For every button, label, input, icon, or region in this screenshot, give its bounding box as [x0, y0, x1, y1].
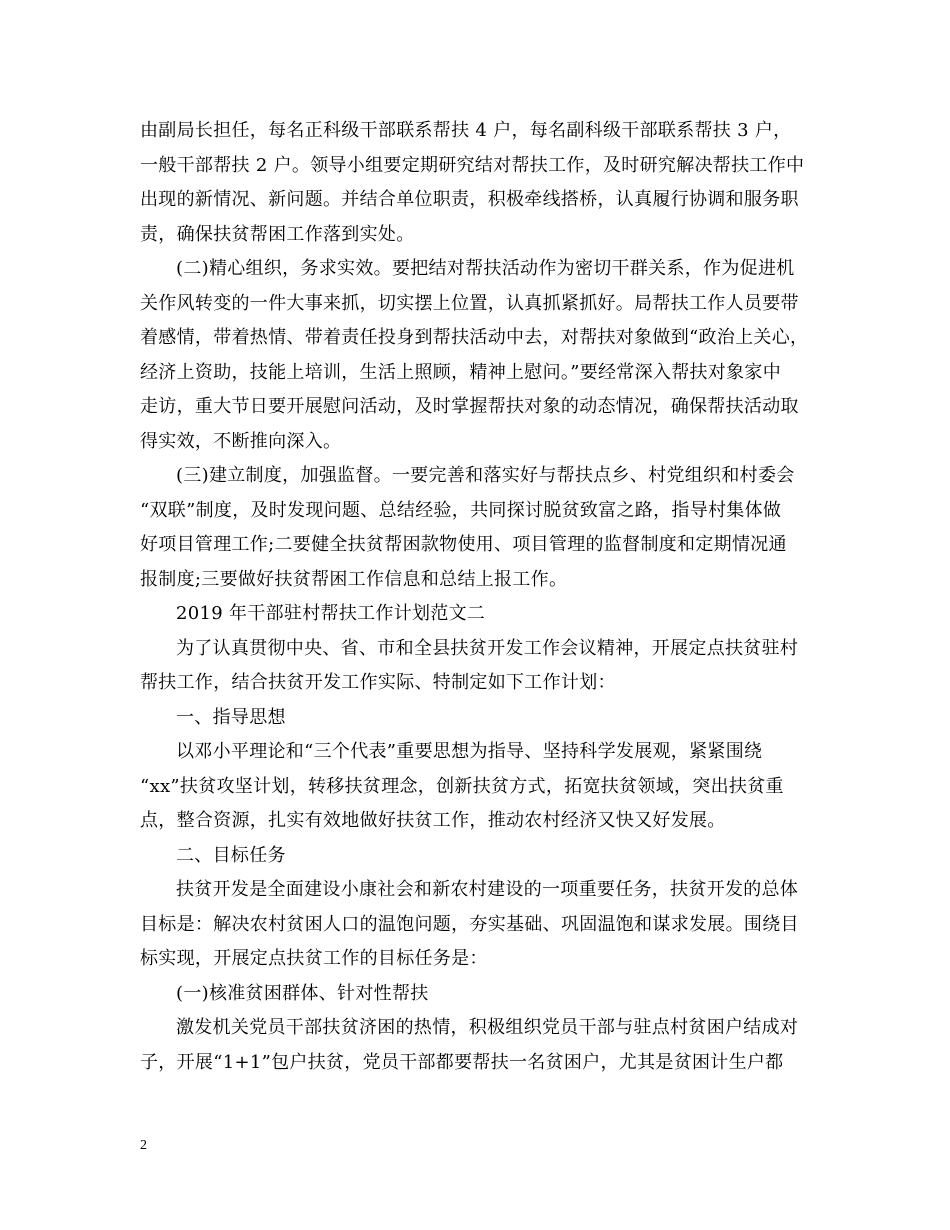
text-line: 出现的新情况、新问题。并结合单位职责，积极牵线搭桥，认真履行协调和服务职	[140, 189, 799, 210]
text-line: 好项目管理工作;二要健全扶贫帮困款物使用、项目管理的监督制度和定期情况通	[140, 534, 787, 555]
text-line: 目标是：解决农村贫困人口的温饱问题，夯实基础、巩固温饱和谋求发展。围绕目	[140, 913, 799, 935]
text-line: 激发机关党员干部扶贫济困的热情，积极组织党员干部与驻点村贫困户结成对	[176, 1017, 799, 1038]
page-number: 2	[140, 1138, 147, 1153]
text-line: 责，确保扶贫帮困工作落到实处。	[140, 223, 415, 245]
text-line: 关作风转变的一件大事来抓，切实摆上位置，认真抓紧抓好。局帮扶工作人员要带	[140, 292, 799, 314]
text-line: 点，整合资源，扎实有效地做好扶贫工作，推动农村经济又快又好发展。	[140, 810, 726, 831]
text-line: “双联”制度，及时发现问题、总结经验，共同探讨脱贫致富之路，指导村集体做	[140, 499, 782, 521]
document-body	[140, 114, 840, 1080]
text-line: 一般干部帮扶 2 户。领导小组要定期研究结对帮扶工作，及时研究解决帮扶工作中	[140, 154, 805, 176]
text-line: (二)精心组织，务求实效。要把结对帮扶活动作为密切干群关系，作为促进机	[176, 258, 795, 279]
text-line: 着感情，带着热情、带着责任投身到帮扶活动中去，对帮扶对象做到“政治上关心，	[140, 327, 809, 348]
text-line: 经济上资助，技能上培训，生活上照顾，精神上慰问。”要经常深入帮扶对象家中	[140, 361, 781, 383]
text-line: 得实效，不断推向深入。	[140, 430, 342, 452]
text-line: 以邓小平理论和“三个代表”重要思想为指导、坚持科学发展观，紧紧围绕	[176, 741, 763, 762]
text-line: 一、指导思想	[176, 706, 286, 728]
text-line: 二、目标任务	[176, 844, 286, 866]
text-line: 走访，重大节日要开展慰问活动，及时掌握帮扶对象的动态情况，确保帮扶活动取	[140, 396, 799, 417]
text-line: (三)建立制度，加强监督。一要完善和落实好与帮扶点乡、村党组织和村委会	[176, 465, 795, 486]
text-line: 由副局长担任，每名正科级干部联系帮扶 4 户，每名副科级干部联系帮扶 3 户，	[140, 120, 792, 141]
text-line: 标实现，开展定点扶贫工作的目标任务是：	[140, 948, 488, 969]
text-line: 子，开展“1+1”包户扶贫，党员干部都要帮扶一名贫困户，尤其是贫困计生户都	[140, 1051, 784, 1073]
text-line: “xx”扶贫攻坚计划，转移扶贫理念，创新扶贫方式，拓宽扶贫领域，突出扶贫重	[140, 775, 784, 797]
text-line: 扶贫开发是全面建设小康社会和新农村建设的一项重要任务，扶贫开发的总体	[176, 879, 799, 900]
text-line: 为了认真贯彻中央、省、市和全县扶贫开发工作会议精神，开展定点扶贫驻村	[176, 637, 799, 659]
text-line: 报制度;三要做好扶贫帮困工作信息和总结上报工作。	[140, 568, 568, 590]
text-line: 帮扶工作，结合扶贫开发工作实际、特制定如下工作计划：	[140, 672, 616, 693]
text-line: (一)核准贫困群体、针对性帮扶	[176, 982, 429, 1004]
text-line: 2019 年干部驻村帮扶工作计划范文二	[176, 603, 486, 624]
